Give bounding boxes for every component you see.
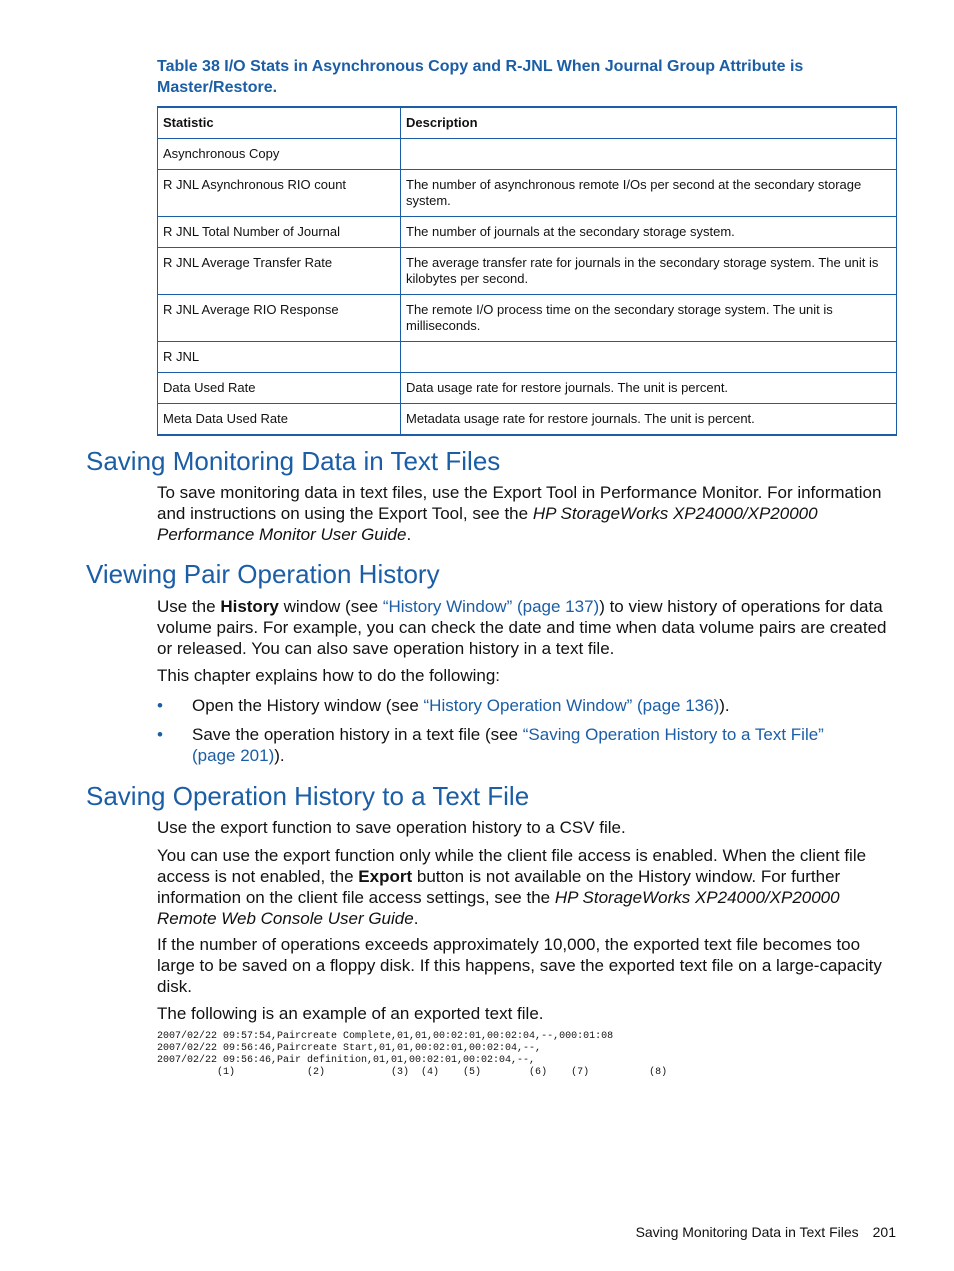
saving-operation-history-link[interactable]: “Saving Operation History to a Text File” (page 201) — [192, 725, 824, 765]
guide-title: HP StorageWorks XP24000/XP20000 Performance Monitor User Guide — [157, 504, 818, 544]
statistic-cell: Data Used Rate — [158, 373, 401, 404]
table-caption: Table 38 I/O Stats in Asynchronous Copy and R-JNL When Journal Group Attribute is Master/Restore. — [157, 58, 804, 96]
description-cell: The number of asynchronous remote I/Os per second at the secondary storage system. — [401, 170, 897, 217]
chapter-explains-paragraph: This chapter explains how to do the following: — [157, 666, 501, 685]
table-row — [158, 139, 897, 170]
history-operation-window-link[interactable]: “History Operation Window” (page 136) — [423, 696, 720, 715]
export-csv-paragraph: Use the export function to save operation history to a CSV file. — [157, 818, 626, 837]
exported-text-example — [157, 1031, 667, 1079]
text-run: ). — [719, 696, 730, 715]
table-row — [158, 217, 897, 248]
statistic-cell: R JNL Average Transfer Rate — [158, 248, 401, 295]
column-header-statistic: Statistic — [158, 107, 401, 139]
table-header-row — [158, 107, 897, 139]
page-footer — [636, 1223, 896, 1241]
description-cell: Metadata usage rate for restore journals. The unit is percent. — [401, 404, 897, 436]
text-run: Save the operation history in a text file (see — [192, 725, 523, 744]
text-run: window (see — [278, 597, 383, 616]
code-line: 2007/02/22 09:56:46,Pair definition,01,01,00:02:01,00:02:04,--, — [157, 1055, 536, 1066]
text-run: You can use the export function only while the client file access is enabled. When the client file access is not enabled, the — [157, 846, 867, 886]
text-run: . — [406, 525, 412, 544]
heading-saving-operation-history: Saving Operation History to a Text File — [86, 781, 530, 811]
statistic-cell: Asynchronous Copy — [158, 139, 401, 170]
client-file-access-paragraph — [157, 845, 902, 929]
list-item-text — [192, 724, 872, 766]
table-row — [158, 404, 897, 436]
description-cell: The average transfer rate for journals in the secondary storage system. The unit is kilobytes per second. — [401, 248, 897, 295]
code-line: 2007/02/22 09:57:54,Paircreate Complete,01,01,00:02:01,00:02:04,--,000:01:08 — [157, 1031, 614, 1042]
footer-title: Saving Monitoring Data in Text Files — [635, 1224, 859, 1240]
page-number: 201 — [872, 1224, 896, 1240]
guide-title: HP StorageWorks XP24000/XP20000 Remote Web Console User Guide — [157, 888, 840, 928]
statistic-cell: R JNL Total Number of Journal — [158, 217, 401, 248]
statistic-cell: R JNL Asynchronous RIO count — [158, 170, 401, 217]
heading-viewing-pair-history: Viewing Pair Operation History — [86, 559, 440, 589]
monitoring-data-paragraph — [157, 482, 902, 545]
table-row — [158, 342, 897, 373]
statistic-cell: R JNL Average RIO Response — [158, 295, 401, 342]
description-cell: Data usage rate for restore journals. The unit is percent. — [401, 373, 897, 404]
description-cell: The number of journals at the secondary storage system. — [401, 217, 897, 248]
code-line-column-numbers: (1) (2) (3) (4) (5) (6) (7) (8) — [157, 1067, 668, 1078]
table-row — [158, 248, 897, 295]
statistic-cell: Meta Data Used Rate — [158, 404, 401, 436]
history-intro-paragraph — [157, 596, 902, 659]
text-run: ). — [274, 746, 285, 765]
column-header-description: Description — [401, 107, 897, 139]
bullet-icon: • — [157, 725, 163, 744]
text-run: . — [413, 909, 419, 928]
history-window-term: History — [220, 597, 279, 616]
export-button-term: Export — [358, 867, 413, 886]
floppy-disk-paragraph: If the number of operations exceeds approximately 10,000, the exported text file becomes too large to be saved on a floppy disk. If this happens, save the exported text file on a large-capacity disk. — [157, 935, 882, 996]
text-run: Open the History window (see — [192, 696, 424, 715]
text-run: ) to view history of operations for data volume pairs. For example, you can check the date and time when data volume pairs are created or released. You can also save operation history in a text file. — [157, 597, 887, 658]
text-run: button is not available on the History window. For further information on the client file access settings, see the — [157, 867, 841, 907]
text-run: To save monitoring data in text files, use the Export Tool in Performance Monitor. For information and instructions on using the Export Tool, see the — [157, 483, 882, 523]
description-cell — [401, 139, 897, 170]
table-row — [158, 170, 897, 217]
bullet-icon: • — [157, 696, 163, 715]
heading-saving-monitoring-data: Saving Monitoring Data in Text Files — [86, 446, 501, 476]
description-cell — [401, 342, 897, 373]
code-line: 2007/02/22 09:56:46,Paircreate Start,01,01,00:02:01,00:02:04,--, — [157, 1043, 542, 1054]
list-item-text — [192, 695, 872, 716]
description-cell: The remote I/O process time on the secondary storage system. The unit is milliseconds. — [401, 295, 897, 342]
text-run: Use the — [157, 597, 221, 616]
statistic-cell: R JNL — [158, 342, 401, 373]
example-intro-paragraph: The following is an example of an exported text file. — [157, 1004, 544, 1023]
table-row — [158, 373, 897, 404]
io-stats-table — [157, 106, 897, 436]
history-window-link[interactable]: “History Window” (page 137) — [382, 597, 600, 616]
table-row — [158, 295, 897, 342]
